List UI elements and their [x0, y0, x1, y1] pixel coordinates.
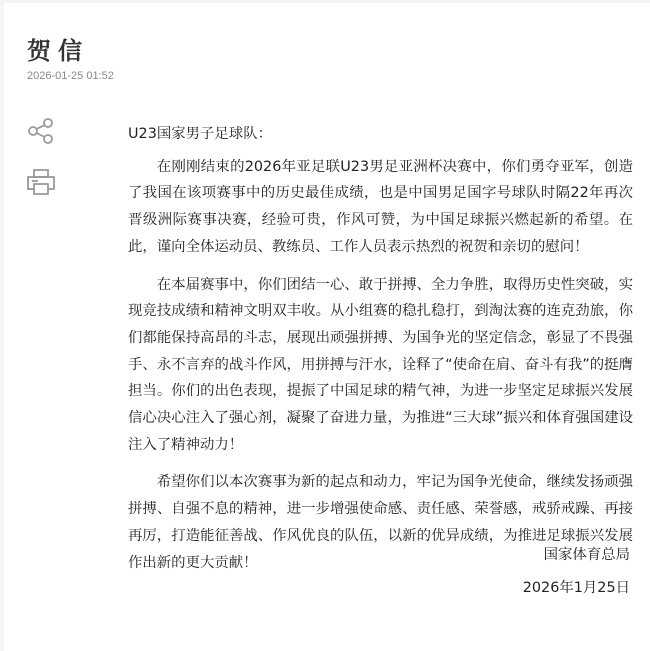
publish-time: 2026-01-25 01:52 [27, 70, 114, 82]
letter-signature: 国家体育总局 [543, 547, 630, 563]
share-icon [26, 116, 56, 146]
letter-paragraph: 在本届赛事中，你们团结一心、敢于拼搏、全力争胜，取得历史性突破，实现竞技成绩和精神文明双丰收。从小组赛的稳扎稳打，到淘汰赛的连克劲旅，你们都能保持高昂的斗志，展现出顽强拼搏、为国争光的坚定信念，彰显了不畏强手、永不言弃的战斗作风，用拼搏与汗水，诠释了“使命在肩、奋斗有我”的挺膺担当。你们的出色表现，提振了中国足球的精气神，为进一步坚定足球振兴发展信心决心注入了强心剂，凝聚了奋进力量，为推进“三大球”振兴和体育强国建设注入了精神动力！ [128, 276, 633, 453]
letter-date: 2026年1月25日 [522, 580, 630, 596]
print-button[interactable] [26, 167, 56, 197]
letter-body [128, 121, 633, 587]
letter-greeting: U23国家男子足球队： [128, 126, 272, 142]
letter-paragraph: 希望你们以本次赛事为新的起点和动力，牢记为国争光使命，继续发扬顽强拼搏、自强不息的精神，进一步增强使命感、责任感、荣誉感，戒骄戒躁、再接再厉，打造能征善战、作风优良的队伍，以新的优异成绩，为推进足球振兴发展作出新的更大贡献！ [128, 474, 633, 571]
share-button[interactable] [26, 116, 56, 146]
article-title: 贺信 [27, 37, 89, 65]
letter-paragraph: 在刚刚结束的2026年亚足联U23男足亚洲杯决赛中，你们勇夺亚军，创造了我国在该项赛事中的历史最佳成绩，也是中国男足国字号球队时隔22年再次晋级洲际赛事决赛，经验可贵，作风可赞，为中国足球振兴燃起新的希望。在此，谨向全体运动员、教练员、工作人员表示热烈的祝贺和亲切的慰问！ [128, 158, 633, 255]
print-icon [26, 167, 56, 197]
article-toolbar [26, 116, 58, 218]
